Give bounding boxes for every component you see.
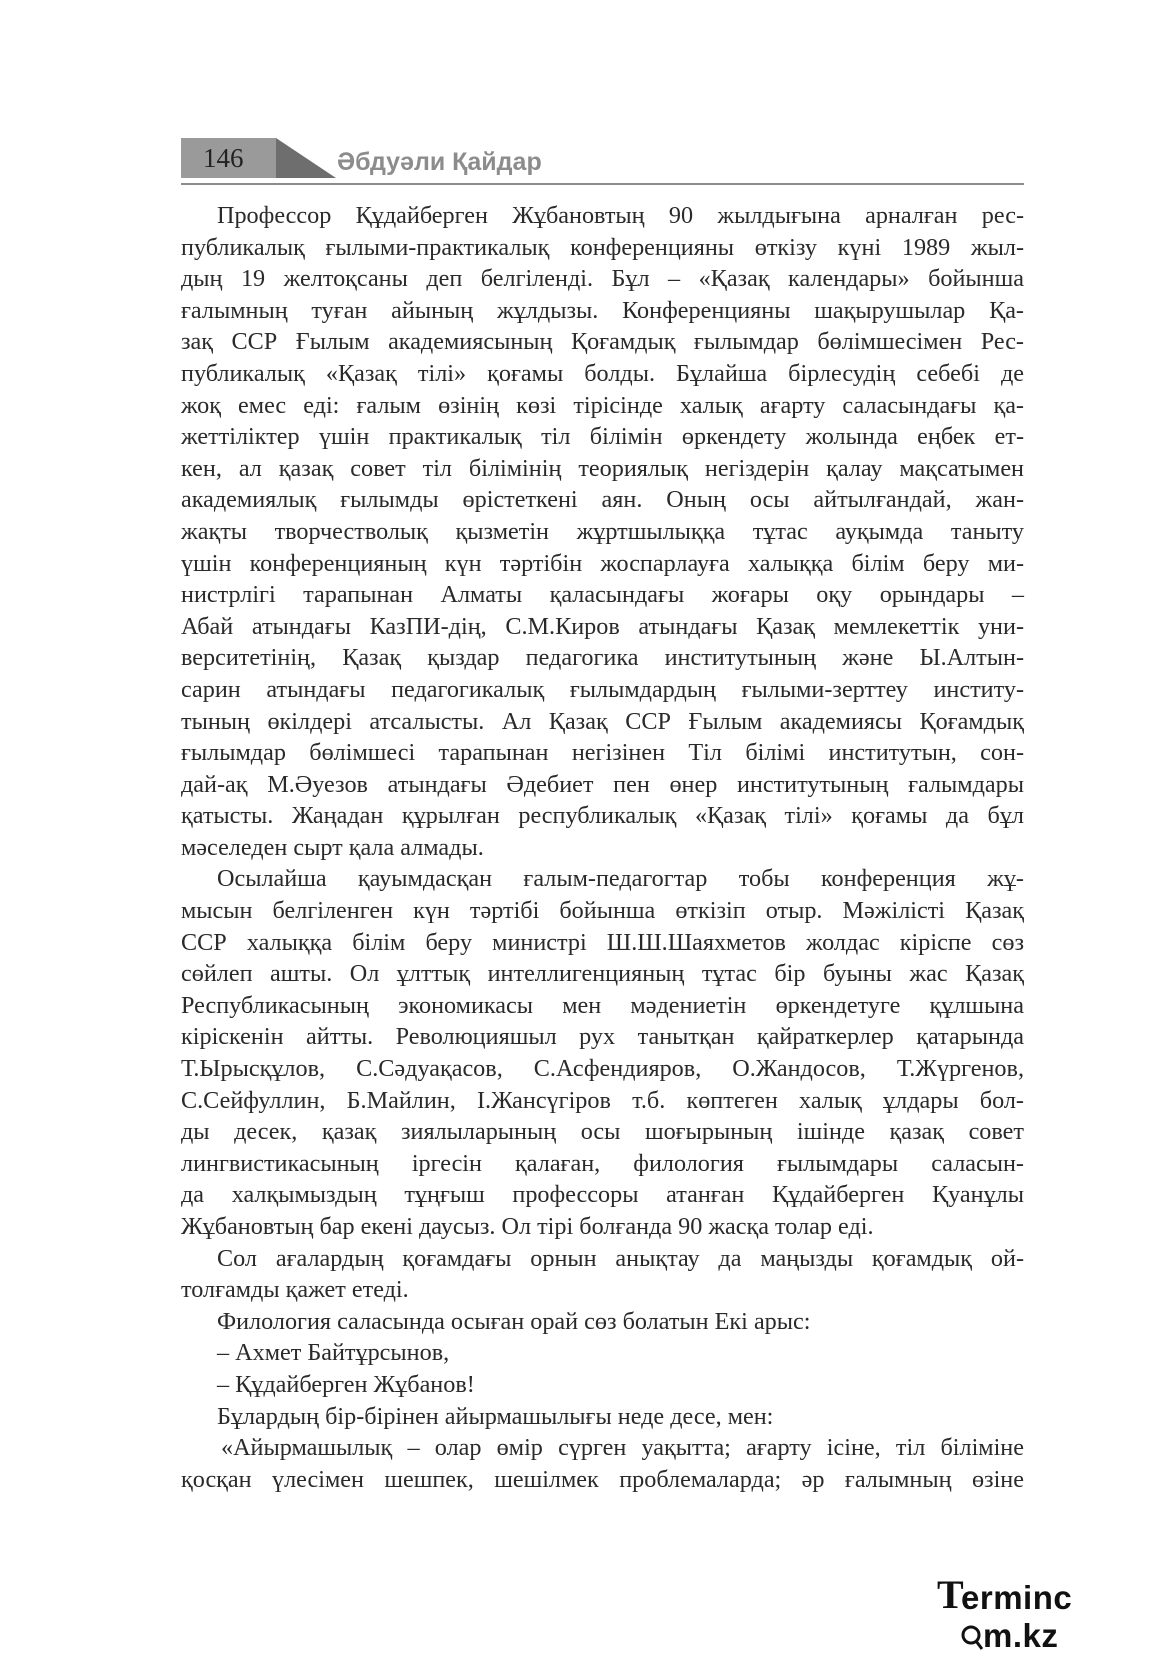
text-line: публикалық ғылыми-практикалық конференцияны өткізу күні 1989 жыл- bbox=[181, 233, 1024, 261]
text-line: кен, ал қазақ совет тіл білімінің теориялық негіздерін қалау мақсатымен bbox=[181, 454, 1024, 482]
text-line: Осылайша қауымдасқан ғалым-педагогтар тобы конференция жұ- bbox=[217, 865, 1024, 893]
watermark-letter-t: T bbox=[937, 1572, 964, 1617]
body-text bbox=[181, 200, 1024, 1495]
text-line: ғылымдар бөлімшесі тарапынан негізінен Тіл білімі институтын, сон- bbox=[181, 739, 1024, 767]
text-line: лингвистикасының іргесін қалаған, филология ғылымдары саласын- bbox=[181, 1149, 1024, 1177]
text-line: кіріскенін айтты. Революцияшыл рух танытқан қайраткерлер қатарында bbox=[181, 1023, 1024, 1051]
header-rule bbox=[181, 183, 1024, 185]
text-line: дай-ақ М.Әуезов атындағы Әдебиет пен өнер институтының ғалымдары bbox=[181, 770, 1024, 798]
paragraph bbox=[181, 1369, 1024, 1401]
watermark-text-start: erminc bbox=[961, 1579, 1073, 1616]
text-line: – Ахмет Байтұрсынов, bbox=[217, 1339, 450, 1367]
text-line: мысын белгіленген күн тәртібі бойынша өткізіп отыр. Мәжілісті Қазақ bbox=[181, 897, 1024, 925]
page-header bbox=[181, 138, 1024, 188]
text-line: ғалымның туған айының жұлдызы. Конференцияны шақырушылар Қа- bbox=[181, 296, 1024, 324]
paragraph bbox=[181, 1401, 1024, 1433]
page-number: 146 bbox=[203, 143, 244, 173]
text-line: жеттіліктер үшін практикалық тіл білімін өркендету жолында еңбек ет- bbox=[181, 423, 1024, 451]
watermark-text bbox=[961, 1579, 1072, 1655]
text-line: сөйлеп ашты. Ол ұлттық интеллигенцияның тұтас бір буыны жас Қазақ bbox=[181, 960, 1024, 988]
text-line: академиялық ғылымды өрістеткені аян. Оның осы айтылғандай, жан- bbox=[181, 486, 1024, 514]
text-line: Республикасының экономикасы мен мәдениетін өркендетуге құлшына bbox=[181, 991, 1024, 1019]
text-line: публикалық «Қазақ тілі» қоғамы болды. Бұлайша бірлесудің себебі де bbox=[181, 359, 1024, 387]
text-line: дың 19 желтоқсаны деп белгіленді. Бұл – «Қазақ календары» бойынша bbox=[181, 265, 1024, 293]
text-line: С.Сейфуллин, Б.Майлин, І.Жансүгіров т.б. көптеген халық ұлдары бол- bbox=[181, 1086, 1024, 1114]
text-line: – Құдайберген Жұбанов! bbox=[217, 1370, 475, 1398]
text-line: Бұлардың бір-бірінен айырмашылығы неде десе, мен: bbox=[217, 1402, 774, 1430]
text-line: верситетінің, Қазақ қыздар педагогика институтының және Ы.Алтын- bbox=[181, 644, 1024, 672]
paragraph bbox=[181, 1337, 1024, 1369]
text-line: Профессор Құдайберген Жұбановтың 90 жылдығына арналған рес- bbox=[217, 202, 1024, 229]
text-line: Жұбановтың бар екені даусыз. Ол тірі болғанда 90 жасқа толар еді. bbox=[181, 1213, 874, 1240]
text-line: жоқ емес еді: ғалым өзінің көзі тірісінде халық ағарту саласындағы қа- bbox=[181, 391, 1024, 419]
text-line: сарин атындағы педагогикалық ғылымдардың ғылыми-зерттеу институ- bbox=[181, 675, 1024, 703]
text-line: Т.Ырысқұлов, С.Сәдуақасов, С.Асфендияров, О.Жандосов, Т.Жүргенов, bbox=[181, 1055, 1024, 1083]
text-line: «Айырмашылық – олар өмір сүрген уақытта; ағарту ісіне, тіл біліміне bbox=[221, 1434, 1024, 1462]
paragraph bbox=[181, 1306, 1024, 1338]
text-line: тының өкілдері атсалысты. Ал Қазақ ССР Ғылым академиясы Қоғамдық bbox=[181, 707, 1024, 735]
text-line: қатысты. Жаңадан құрылған республикалық «Қазақ тілі» қоғамы да бұл bbox=[181, 802, 1024, 830]
text-line: Филология саласында осыған орай сөз болатын Екі арыс: bbox=[217, 1307, 811, 1335]
paragraph bbox=[181, 863, 1024, 1242]
text-line: Абай атындағы КазПИ-дің, С.М.Киров атындағы Қазақ мемлекеттік уни- bbox=[181, 612, 1024, 640]
text-line: толғамды қажет етеді. bbox=[181, 1276, 409, 1304]
text-line: да халқымыздың тұңғыш профессоры атанған Құдайберген Қуанұлы bbox=[181, 1181, 1024, 1209]
text-line: ды десек, қазақ зиялыларының осы шоғырының ішінде қазақ совет bbox=[181, 1118, 1024, 1146]
header-tab-triangle bbox=[276, 138, 336, 178]
running-head-author: Әбдуәли Қайдар bbox=[337, 148, 542, 176]
text-line: Сол ағалардың қоғамдағы орнын анықтау да маңызды қоғамдық ой- bbox=[217, 1244, 1024, 1272]
magnifier-icon bbox=[961, 1624, 983, 1650]
paragraph bbox=[181, 200, 1024, 863]
page-number-tab bbox=[181, 138, 276, 178]
text-line: ССР халыққа білім беру министрі Ш.Ш.Шаяхметов жолдас кіріспе сөз bbox=[181, 928, 1024, 956]
text-line: жақты творчестволық қызметін жұртшылыққа тұтас ауқымда таныту bbox=[181, 517, 1024, 545]
text-line: үшін конференцияның күн тәртібін жоспарлауға халыққа білім беру ми- bbox=[181, 549, 1024, 577]
paragraph bbox=[181, 1432, 1024, 1495]
text-line: мәселеден сырт қала алмады. bbox=[181, 833, 484, 861]
watermark-text-end: m.kz bbox=[983, 1617, 1059, 1654]
paragraph bbox=[181, 1243, 1024, 1306]
text-line: қосқан үлесімен шешпек, шешілмек проблемаларда; әр ғалымның өзіне bbox=[181, 1465, 1024, 1493]
text-line: нистрлігі тарапынан Алматы қаласындағы жоғары оқу орындары – bbox=[181, 581, 1024, 609]
text-line: зақ ССР Ғылым академиясының Қоғамдық ғылымдар бөлімшесімен Рес- bbox=[181, 328, 1024, 356]
